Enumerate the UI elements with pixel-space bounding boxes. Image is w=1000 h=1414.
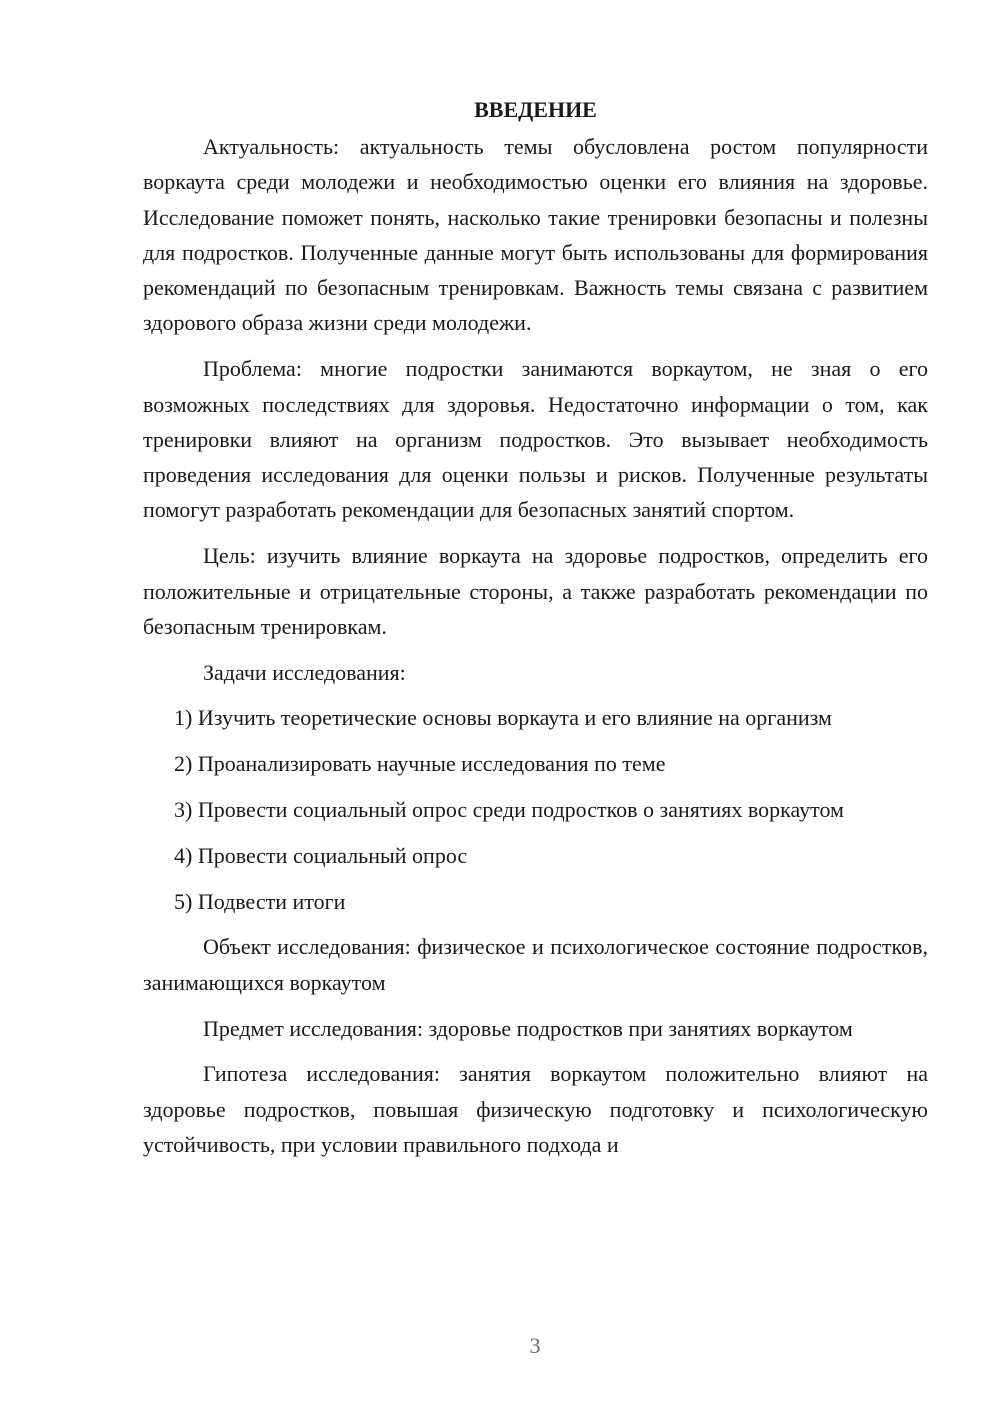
paragraph-relevance: Актуальность: актуальность темы обусловлена ростом популярности воркаута среди молодежи и необходимостью оценки его влияния на здоровье. Исследование поможет понять, насколько такие тренировки безопасны и полезны для подростков. Полученные данные могут быть использованы для формирования рекомендаций по безопасным тренировкам. Важность темы связана с развитием здорового образа жизни среди молодежи. — [143, 134, 928, 336]
page-number: 3 — [529, 1333, 541, 1358]
section-heading: ВВЕДЕНИЕ — [474, 97, 597, 122]
document-page — [143, 92, 928, 1173]
task-item-4: 4) Провести социальный опрос — [174, 842, 468, 868]
paragraph-object: Объект исследования: физическое и психологическое состояние подростков, занимающихся воркаутом — [143, 934, 928, 995]
paragraph-hypothesis: Гипотеза исследования: занятия воркаутом положительно влияют на здоровье подростков, повышая физическую подготовку и психологическую устойчивость, при условии правильного подхода и — [143, 1061, 928, 1157]
paragraph-tasks-intro: Задачи исследования: — [203, 659, 406, 685]
paragraph-problem: Проблема: многие подростки занимаются воркаутом, не зная о его возможных последствиях для здоровья. Недостаточно информации о том, как тренировки влияют на организм подростков. Это вызывает необходимость проведения исследования для оценки пользы и рисков. Полученные результаты помогут разработать рекомендации для безопасных занятий спортом. — [143, 356, 928, 523]
paragraph-subject: Предмет исследования: здоровье подростков при занятиях воркаутом — [203, 1015, 853, 1041]
task-item-5: 5) Подвести итоги — [174, 888, 346, 914]
task-item-1: 1) Изучить теоретические основы воркаута и его влияние на организм — [174, 705, 832, 731]
paragraph-goal: Цель: изучить влияние воркаута на здоровье подростков, определить его положительные и отрицательные стороны, а также разработать рекомендации по безопасным тренировкам. — [143, 543, 928, 639]
task-item-2: 2) Проанализировать научные исследования по теме — [174, 751, 666, 777]
task-item-3: 3) Провести социальный опрос среди подростков о занятиях воркаутом — [174, 797, 844, 823]
